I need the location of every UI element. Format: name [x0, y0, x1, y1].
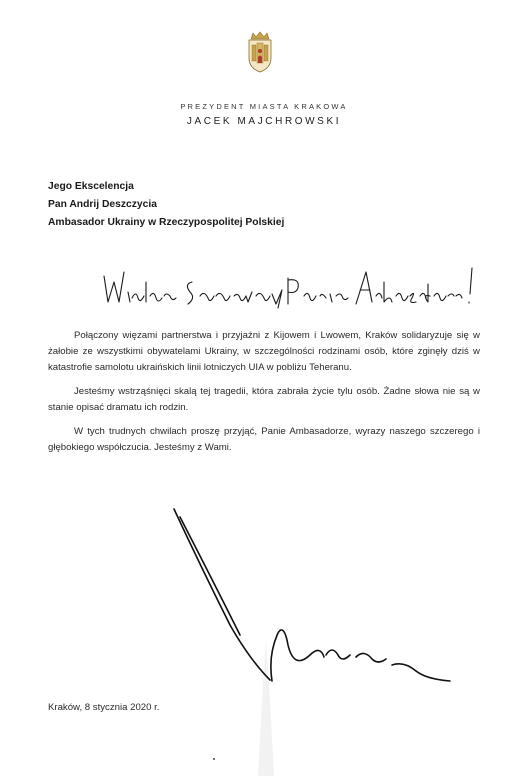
date-line: Kraków, 8 stycznia 2020 r. — [48, 702, 160, 713]
recipient-title: Jego Ekscelencja — [48, 181, 134, 192]
stray-mark — [213, 758, 215, 760]
recipient-position: Ambasador Ukrainy w Rzeczypospolitej Polskiej — [48, 217, 285, 228]
handwritten-signature — [160, 505, 470, 705]
body-paragraph-1: Połączony więzami partnerstwa i przyjaźni z Kijowem i Lwowem, Kraków solidaryzuje się w żałobie ze wszystkimi obywatelami Ukrainy, w szczególności rodzinami osób, które zginęły dziś w katastrofie samolotu ukraińskich linii lotniczych UIA w pobliżu Teheranu. — [48, 330, 480, 373]
recipient-block — [48, 178, 284, 232]
handwritten-salutation — [100, 262, 480, 310]
body-paragraph-3: W tych trudnych chwilach proszę przyjąć, Panie Ambasadorze, wyrazy naszego szczerego i głębokiego współczucia. Jesteśmy z Wami. — [48, 426, 480, 453]
letterhead-office-title: PREZYDENT MIASTA KRAKOWA — [180, 102, 348, 111]
letterhead-name: JACEK MAJCHROWSKI — [186, 116, 342, 127]
body-paragraph-2: Jesteśmy wstrząśnięci skalą tej tragedii, która zabrała życie tylu osób. Żadne słowa nie są w stanie opisać dramatu ich rodzin. — [48, 386, 480, 413]
coat-of-arms-icon — [243, 30, 277, 74]
recipient-name: Pan Andrij Deszczycia — [48, 199, 157, 210]
letter-body — [48, 328, 480, 464]
